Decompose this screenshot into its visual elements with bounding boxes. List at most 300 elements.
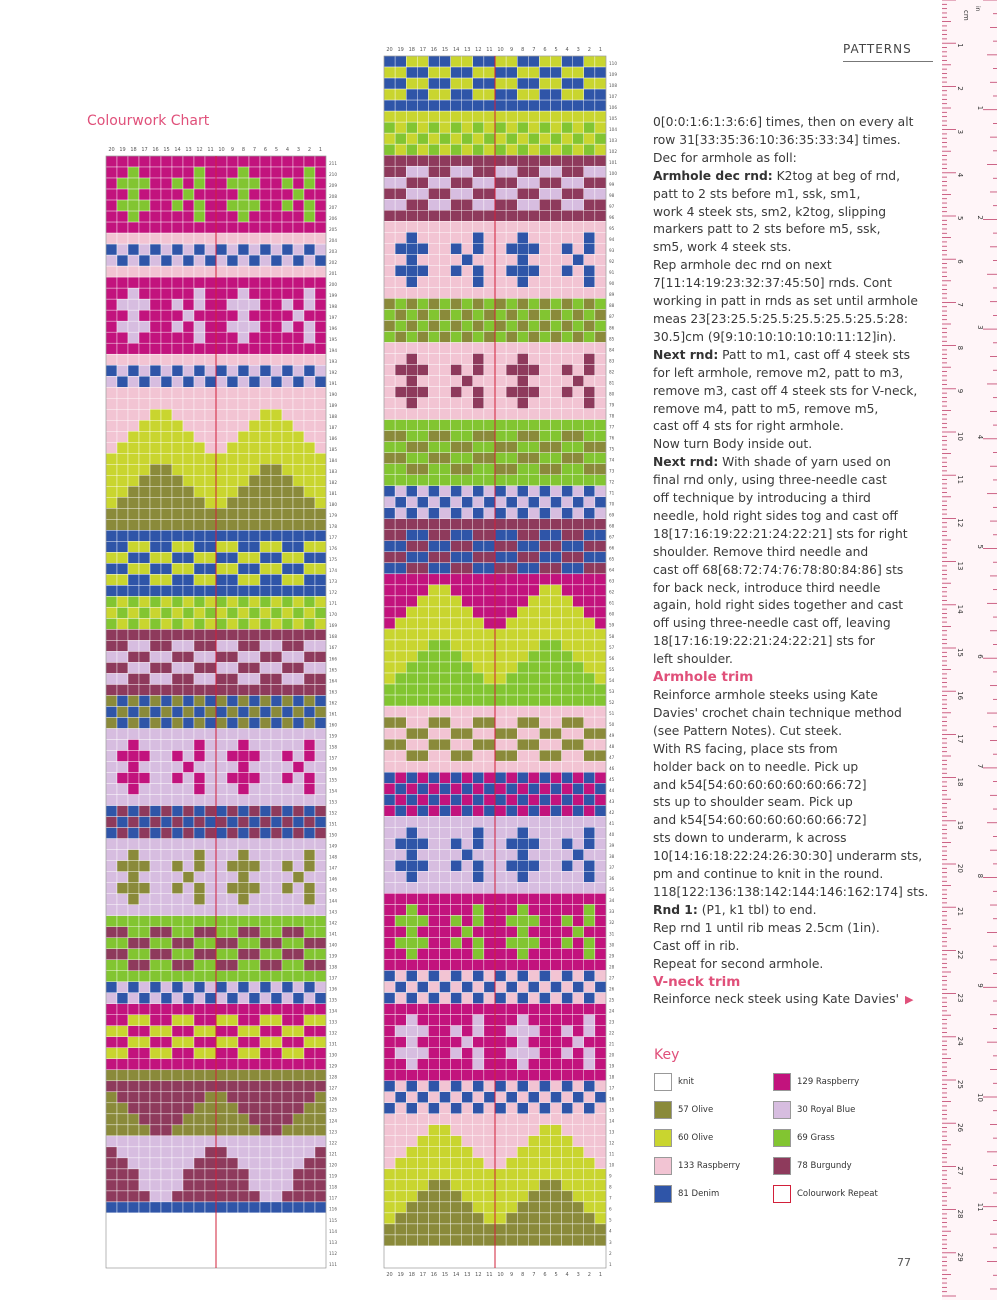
chart-cell [106,773,117,784]
chart-cell [249,453,260,464]
chart-cell [183,233,194,244]
chart-cell [106,1257,117,1268]
chart-cell [462,1191,473,1202]
chart-cell [172,519,183,530]
chart-cell [161,982,172,993]
chart-cell [495,739,506,750]
chart-cell [573,618,584,629]
chart-cell [205,277,216,288]
chart-cell [117,167,128,178]
chart-cell [539,541,550,552]
chart-cell [249,828,260,839]
chart-cell [473,1004,484,1015]
chart-cell [172,629,183,640]
chart-cell [205,321,216,332]
chart-cell [528,893,539,904]
chart-cell [128,519,139,530]
chart-cell [172,1125,183,1136]
chart-cell [528,243,539,254]
chart-cell [216,872,227,883]
chart-cell [117,618,128,629]
chart-cell [528,794,539,805]
chart-cell [517,1202,528,1213]
chart-cell [117,629,128,640]
chart-cell [304,288,315,299]
chart-cell [484,1224,495,1235]
chart-cell [495,265,506,276]
chart-cell [595,89,606,100]
chart-cell [139,673,150,684]
chart-cell [238,762,249,773]
chart-cell [584,541,595,552]
chart-cell [462,1202,473,1213]
chart-cell [117,552,128,563]
chart-cell [584,860,595,871]
chart-cell [117,795,128,806]
chart-cell [315,321,326,332]
chart-cell [451,298,462,309]
chart-cell [271,387,282,398]
chart-cell [315,1092,326,1103]
chart-cell [539,871,550,882]
chart-cell [183,519,194,530]
chart-cell [551,684,562,695]
chart-cell [315,927,326,938]
instruction-line [653,794,918,812]
chart-cell [106,695,117,706]
chart-cell [473,78,484,89]
chart-cell [293,497,304,508]
chart-cell [440,1037,451,1048]
chart-cell [451,309,462,320]
cm-label: 27 [956,1166,964,1175]
chart-cell [282,266,293,277]
chart-cell [573,420,584,431]
chart-cell [282,541,293,552]
chart-cell [128,486,139,497]
chart-cell [462,761,473,772]
chart-cell [595,959,606,970]
chart-cell [462,563,473,574]
chart-cell [282,475,293,486]
chart-cell [395,122,406,133]
chart-cell [194,629,205,640]
chart-cell [293,321,304,332]
chart-cell [428,926,439,937]
chart-cell [216,1026,227,1037]
cm-label: 23 [956,994,964,1003]
chart-cell [406,739,417,750]
colour-swatch [654,1129,672,1147]
chart-cell [462,331,473,342]
chart-cell [395,618,406,629]
chart-cell [562,871,573,882]
chart-cell [484,673,495,684]
chart-cell [238,1169,249,1180]
instruction-text: sts down to underarm, k across [653,831,847,845]
chart-cell [271,1257,282,1268]
chart-cell [260,409,271,420]
chart-cell [551,915,562,926]
row-number: 15 [609,1108,615,1113]
chart-cell [473,728,484,739]
chart-cell [539,287,550,298]
chart-cell [194,905,205,916]
row-number: 13 [609,1130,615,1135]
chart-cell [451,1015,462,1026]
chart-cell [249,1048,260,1059]
chart-cell [484,353,495,364]
chart-cell [249,255,260,266]
chart-cell [440,331,451,342]
chart-cell [238,1158,249,1169]
chart-cell [440,618,451,629]
chart-cell [417,816,428,827]
chart-cell [406,717,417,728]
chart-cell [139,189,150,200]
chart-cell [539,971,550,982]
chart-cell [282,1092,293,1103]
chart-cell [473,166,484,177]
chart-cell [139,850,150,861]
chart-cell [417,265,428,276]
chart-cell [117,1114,128,1125]
chart-cell [417,508,428,519]
chart-cell [106,497,117,508]
chart-cell [484,133,495,144]
chart-cell [473,221,484,232]
chart-cell [462,993,473,1004]
chart-cell [271,916,282,927]
chart-cell [551,166,562,177]
chart-cell [440,827,451,838]
chart-cell [238,486,249,497]
chart-cell [495,1202,506,1213]
chart-cell [106,398,117,409]
chart-cell [484,926,495,937]
chart-cell [406,662,417,673]
chart-cell [128,277,139,288]
chart-cell [539,177,550,188]
chart-cell [528,464,539,475]
instruction-text: again, hold right sides together and cast [653,598,903,612]
chart-cell [106,684,117,695]
instruction-line [653,848,918,866]
chart-cell [417,1180,428,1191]
chart-cell [595,1257,606,1268]
chart-cell [227,1224,238,1235]
chart-cell [395,794,406,805]
chart-cell [205,1246,216,1257]
chart-cell [417,684,428,695]
chart-cell [106,354,117,365]
chart-cell [271,1224,282,1235]
chart-cell [562,750,573,761]
chart-cell [562,122,573,133]
chart-cell [161,949,172,960]
chart-cell [205,1147,216,1158]
chart-cell [528,982,539,993]
chart-cell [440,1202,451,1213]
chart-cell [440,155,451,166]
chart-cell [495,1180,506,1191]
row-number: 90 [609,281,615,286]
chart-cell [584,508,595,519]
row-number: 161 [329,711,337,716]
chart-cell [551,431,562,442]
chart-cell [304,475,315,486]
chart-cell [462,276,473,287]
chart-cell [227,1004,238,1015]
chart-cell [150,530,161,541]
chart-cell [451,398,462,409]
chart-cell [194,695,205,706]
chart-cell [595,607,606,618]
chart-cell [395,331,406,342]
chart-cell [506,1158,517,1169]
chart-cell [551,265,562,276]
chart-cell [227,596,238,607]
chart-cell [406,265,417,276]
chart-cell [238,1103,249,1114]
chart-cell [562,838,573,849]
chart-cell [183,1224,194,1235]
chart-cell [183,200,194,211]
chart-cell [282,762,293,773]
chart-cell [573,1191,584,1202]
chart-cell [106,266,117,277]
chart-cell [562,111,573,122]
chart-cell [384,486,395,497]
chart-cell [562,1169,573,1180]
chart-cell [150,1147,161,1158]
chart-cell [194,552,205,563]
chart-cell [384,1114,395,1125]
row-number: 118 [329,1185,337,1190]
chart-cell [260,662,271,673]
chart-cell [539,1169,550,1180]
chart-cell [462,1136,473,1147]
chart-cell [227,839,238,850]
chart-cell [451,111,462,122]
chart-cell [506,453,517,464]
chart-cell [106,1136,117,1147]
chart-cell [573,1092,584,1103]
instruction-line [653,436,918,454]
chart-cell [473,816,484,827]
chart-cell [183,1081,194,1092]
chart-cell [238,784,249,795]
chart-cell [539,78,550,89]
chart-cell [249,640,260,651]
chart-cell [227,751,238,762]
chart-cell [440,1048,451,1059]
chart-cell [517,453,528,464]
column-number: 10 [218,147,224,153]
row-number: 112 [329,1251,337,1256]
chart-cell [595,982,606,993]
chart-cell [106,1026,117,1037]
chart-cell [506,133,517,144]
chart-cell [128,729,139,740]
chart-cell [451,486,462,497]
chart-cell [139,927,150,938]
chart-cell [462,243,473,254]
chart-cell [395,497,406,508]
chart-cell [172,365,183,376]
chart-cell [473,959,484,970]
chart-cell [528,750,539,761]
chart-cell [205,607,216,618]
chart-cell [117,233,128,244]
chart-cell [238,596,249,607]
chart-cell [238,718,249,729]
chart-cell [139,1224,150,1235]
chart-cell [238,563,249,574]
column-number: 1 [599,1272,602,1278]
chart-cell [451,287,462,298]
row-number: 150 [329,832,337,837]
chart-cell [428,67,439,78]
chart-cell [216,420,227,431]
row-number: 195 [329,337,337,342]
chart-cell [573,993,584,1004]
chart-cell [495,1213,506,1224]
chart-cell [238,817,249,828]
chart-cell [517,794,528,805]
chart-cell [304,1224,315,1235]
chart-cell [428,1246,439,1257]
chart-cell [227,1147,238,1158]
chart-cell [304,729,315,740]
chart-cell [484,67,495,78]
chart-cell [517,210,528,221]
chart-cell [395,232,406,243]
chart-cell [584,276,595,287]
chart-cell [440,1213,451,1224]
chart-cell [451,684,462,695]
chart-cell [495,893,506,904]
chart-cell [194,420,205,431]
chart-cell [451,56,462,67]
row-number: 2 [609,1251,612,1256]
row-number: 12 [609,1141,615,1146]
chart-cell [484,585,495,596]
row-number: 176 [329,546,337,551]
chart-cell [495,563,506,574]
chart-cell [539,508,550,519]
column-number: 8 [521,1272,524,1278]
chart-cell [584,607,595,618]
chart-cell [428,1125,439,1136]
chart-cell [495,750,506,761]
chart-cell [282,1004,293,1015]
chart-cell [506,717,517,728]
chart-cell [315,872,326,883]
chart-cell [395,662,406,673]
chart-cell [128,673,139,684]
chart-cell [128,828,139,839]
chart-cell [539,155,550,166]
row-number: 201 [329,271,337,276]
chart-cell [462,673,473,684]
chart-cell [484,1004,495,1015]
chart-cell [315,1026,326,1037]
chart-cell [462,409,473,420]
chart-cell [128,629,139,640]
chart-cell [227,1070,238,1081]
instruction-line [653,275,918,293]
chart-cell [428,1037,439,1048]
row-number: 192 [329,370,337,375]
chart-cell [183,189,194,200]
chart-cell [384,816,395,827]
chart-cell [293,574,304,585]
chart-cell [117,1070,128,1081]
chart-cell [205,310,216,321]
column-number: 7 [253,147,256,153]
chart-cell [216,365,227,376]
chart-cell [462,497,473,508]
chart-cell [293,773,304,784]
chart-cell [139,607,150,618]
chart-cell [194,982,205,993]
chart-cell [194,706,205,717]
row-number: 87 [609,314,615,319]
chart-cell [293,695,304,706]
chart-cell [271,1070,282,1081]
chart-cell [117,828,128,839]
chart-cell [139,321,150,332]
chart-cell [161,740,172,751]
chart-cell [506,882,517,893]
row-number: 209 [329,183,337,188]
chart-cell [194,310,205,321]
chart-cell [517,254,528,265]
chart-cell [539,464,550,475]
chart-cell [106,277,117,288]
chart-cell [161,960,172,971]
chart-cell [562,1147,573,1158]
row-number: 26 [609,986,615,991]
chart-cell [271,1048,282,1059]
chart-cell [528,1235,539,1246]
chart-cell [495,331,506,342]
chart-cell [417,89,428,100]
chart-cell [451,739,462,750]
chart-cell [517,574,528,585]
chart-cell [451,221,462,232]
row-number: 148 [329,854,337,859]
chart-cell [172,1103,183,1114]
chart-cell [293,365,304,376]
chart-cell [562,959,573,970]
chart-cell [473,486,484,497]
cm-label: 13 [956,562,964,571]
chart-cell [194,762,205,773]
chart-cell [227,806,238,817]
chart-cell [528,442,539,453]
chart-cell [562,155,573,166]
chart-cell [271,596,282,607]
chart-cell [128,167,139,178]
chart-cell [528,971,539,982]
chart-cell [451,353,462,364]
chart-cell [117,651,128,662]
chart-cell [106,1213,117,1224]
chart-cell [528,56,539,67]
chart-cell [384,893,395,904]
